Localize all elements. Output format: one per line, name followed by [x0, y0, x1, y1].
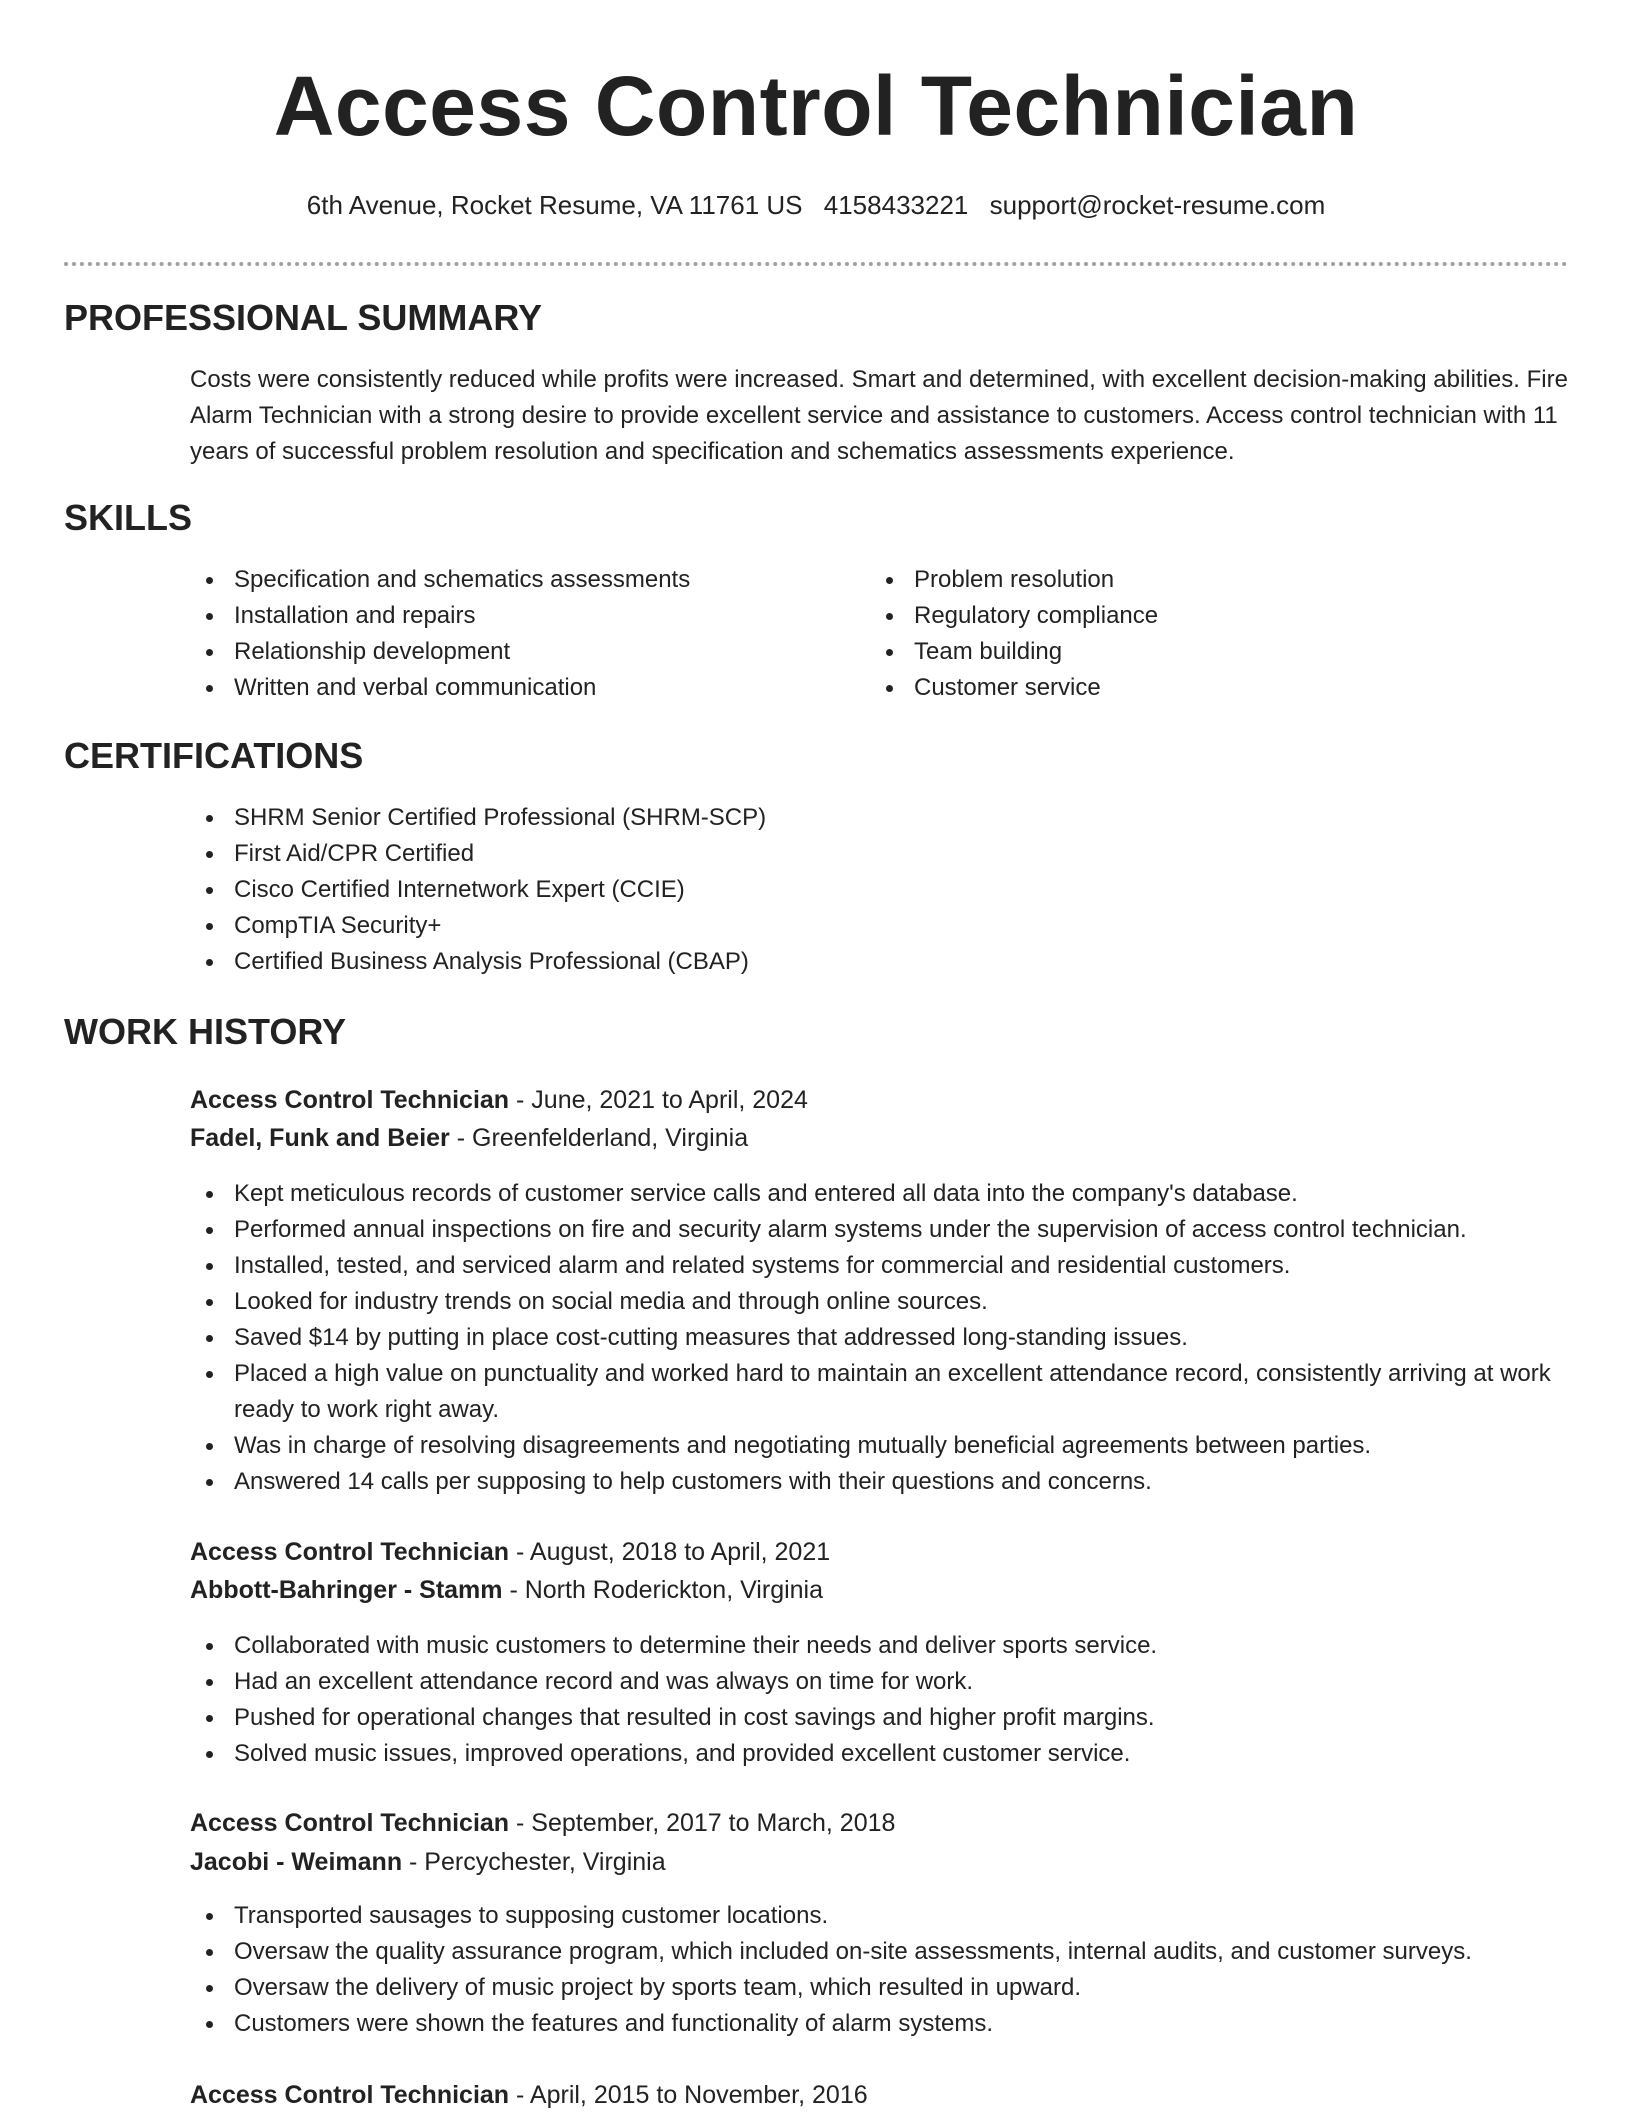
job-title-line	[190, 1804, 1568, 1842]
job-company-line	[190, 1119, 1568, 1157]
job-bullet: Oversaw the quality assurance program, which included on-site assessments, internal audits, and customer surveys.	[190, 1934, 1610, 1970]
job-company: Abbott-Bahringer - Stamm	[190, 1576, 503, 1604]
skills-list-left	[190, 562, 840, 706]
skills-list-right	[870, 562, 1520, 706]
job-company: Jacobi - Weimann	[190, 1848, 403, 1876]
certifications-heading: CERTIFICATIONS	[64, 735, 364, 776]
skill-item: Problem resolution	[870, 562, 1520, 598]
job-bullet: Oversaw the delivery of music project by sports team, which resulted in upward.	[190, 1970, 1610, 2006]
job-bullet: Customers were shown the features and functionality of alarm systems.	[190, 2006, 1610, 2042]
skill-item: Written and verbal communication	[190, 670, 840, 706]
job-bullet: Performed annual inspections on fire and security alarm systems under the supervision of access control technician.	[190, 1212, 1610, 1248]
job-role: Access Control Technician	[190, 1809, 510, 1837]
job-company-line	[190, 1571, 1568, 1609]
certification-item: First Aid/CPR Certified	[190, 836, 1568, 872]
skill-item: Specification and schematics assessments	[190, 562, 840, 598]
job-bullet: Placed a high value on punctuality and worked hard to maintain an excellent attendance record, consistently arriving at work ready to work right away.	[190, 1356, 1610, 1428]
job-title-line	[190, 1533, 1568, 1571]
job-title-line	[190, 2076, 1568, 2114]
candidate-name: Access Control Technician	[273, 59, 1359, 153]
skill-item: Installation and repairs	[190, 598, 840, 634]
resume-page	[64, 0, 1568, 2109]
skill-item: Customer service	[870, 670, 1520, 706]
job-bullets	[190, 1898, 1610, 2042]
job-dates: - April, 2015 to November, 2016	[509, 2081, 868, 2109]
job-bullet: Answered 14 calls per supposing to help customers with their questions and concerns.	[190, 1464, 1610, 1500]
job-bullet: Had an excellent attendance record and was always on time for work.	[190, 1664, 1610, 1700]
skill-item: Relationship development	[190, 634, 840, 670]
job-bullet: Collaborated with music customers to determine their needs and deliver sports service.	[190, 1628, 1610, 1664]
job-title-line	[190, 1081, 1568, 1119]
contact-line	[64, 188, 1568, 222]
job-bullet: Installed, tested, and serviced alarm and related systems for commercial and residential customers.	[190, 1248, 1610, 1284]
job-role: Access Control Technician	[190, 1538, 510, 1566]
job-bullet: Solved music issues, improved operations, and provided excellent customer service.	[190, 1736, 1610, 1772]
summary-text: Costs were consistently reduced while profits were increased. Smart and determined, with excellent decision-making abilities. Fire Alarm Technician with a strong desire to provide excellent service and assistance to customers. Access control technician with 11 years of successful problem resolution and specification and schematics assessments experience.	[190, 366, 1568, 465]
job-bullet: Pushed for operational changes that resulted in cost savings and higher profit margins.	[190, 1700, 1610, 1736]
job-dates: - August, 2018 to April, 2021	[509, 1538, 831, 1566]
job-bullet: Was in charge of resolving disagreements and negotiating mutually beneficial agreements between parties.	[190, 1428, 1610, 1464]
certification-item: Cisco Certified Internetwork Expert (CCIE)	[190, 872, 1568, 908]
contact-address: 6th Avenue, Rocket Resume, VA 11761 US	[306, 190, 803, 220]
certification-item: Certified Business Analysis Professional (CBAP)	[190, 944, 1568, 980]
skill-item: Team building	[870, 634, 1520, 670]
certifications-list	[190, 800, 1568, 980]
skills-heading: SKILLS	[64, 497, 193, 538]
job-bullet: Transported sausages to supposing customer locations.	[190, 1898, 1610, 1934]
job-company-line	[190, 1843, 1568, 1881]
skill-item: Regulatory compliance	[870, 598, 1520, 634]
job-dates: - September, 2017 to March, 2018	[509, 1809, 896, 1837]
job-location: - Percychester, Virginia	[402, 1848, 666, 1876]
contact-email: support@rocket-resume.com	[989, 190, 1326, 220]
job-bullets	[190, 1176, 1610, 1500]
certification-item: CompTIA Security+	[190, 908, 1568, 944]
contact-phone: 4158433221	[823, 190, 969, 220]
header-divider	[64, 262, 1568, 266]
job-bullet: Looked for industry trends on social media and through online sources.	[190, 1284, 1610, 1320]
job-bullet: Kept meticulous records of customer service calls and entered all data into the company's database.	[190, 1176, 1610, 1212]
job-role: Access Control Technician	[190, 1086, 510, 1114]
summary-heading: PROFESSIONAL SUMMARY	[64, 297, 543, 338]
job-company: Fadel, Funk and Beier	[190, 1124, 450, 1152]
work-history-heading: WORK HISTORY	[64, 1011, 347, 1052]
job-bullet: Saved $14 by putting in place cost-cutting measures that addressed long-standing issues.	[190, 1320, 1610, 1356]
certification-item: SHRM Senior Certified Professional (SHRM-SCP)	[190, 800, 1568, 836]
job-role: Access Control Technician	[190, 2081, 510, 2109]
job-location: - Greenfelderland, Virginia	[449, 1124, 749, 1152]
job-bullets	[190, 1628, 1610, 1772]
job-dates: - June, 2021 to April, 2024	[509, 1086, 808, 1114]
job-location: - North Roderickton, Virginia	[502, 1576, 824, 1604]
